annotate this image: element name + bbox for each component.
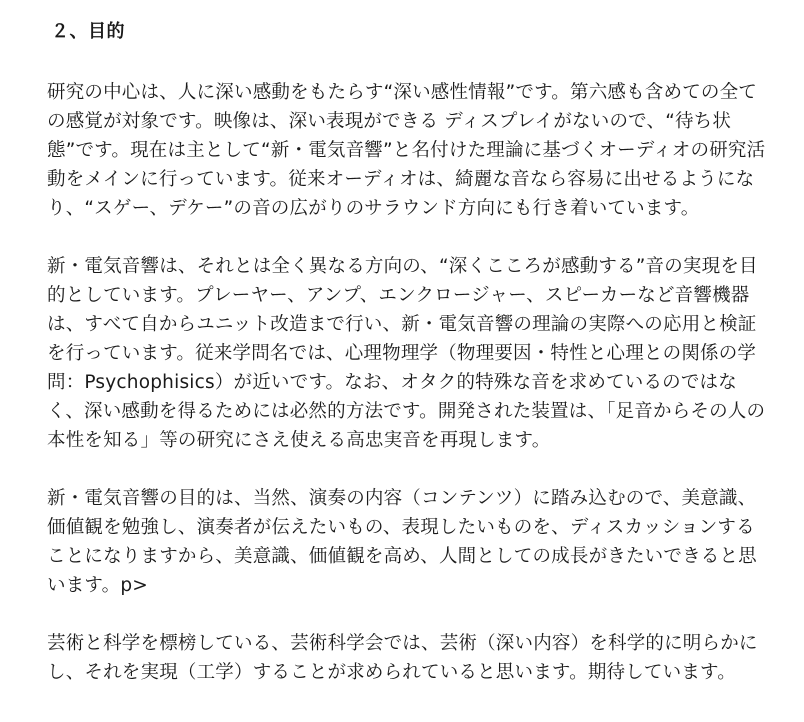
paragraph-new-electroacoustics: 新・電気音響は、それとは全く異なる方向の、“深くこころが感動する”音の実現を目的としています。プレーヤー、アンプ、エンクロージャー、スピーカーなど音響機器は、すべて自からユニット改造まで行い、新・電気音響の理論の実際への応用と検証を行っています。従来学問名では、心理物理学（物理要因・特性と心理との関係の学問：Psychophisics）が近いです。なお、オタク的特殊な音を求めているのではなく、深い感動を得るためには必然的方法です。開発された装置は、「足音からその人の本性を知る」等の研究にさえ使える高忠実音を再現します。 <box>47 256 766 451</box>
section-heading: ２、目的 <box>51 21 125 42</box>
paragraph-art-science-society: 芸術と科学を標榜している、芸術科学会では、芸術（深い内容）を科学的に明らかにし、それを実現（工学）することが求められていると思います。期待しています。 <box>47 633 758 683</box>
paragraph-purpose: 新・電気音響の目的は、当然、演奏の内容（コンテンツ）に踏み込むので、美意識、価値観を勉強し、演奏者が伝えたいもの、表現したいものを、ディスカッションすることになりますから、美意識、価値観を高め、人間としての成長がきたいできると思います。p> <box>47 488 757 596</box>
paragraph-research-center: 研究の中心は、人に深い感動をもたらす“深い感性情報”です。第六感も含めての全ての感覚が対象です。映像は、深い表現ができる ディスプレイがないので、“待ち状態”です。現在は主として“新・電気音響”と名付けた理論に基づくオーディオの研究活動をメインに行っています。従来オーディオは、綺麗な音なら容易に出せるようになり、“スゲー、デケー”の音の広がりのサラウンド方向にも行き着いています。 <box>47 82 766 219</box>
